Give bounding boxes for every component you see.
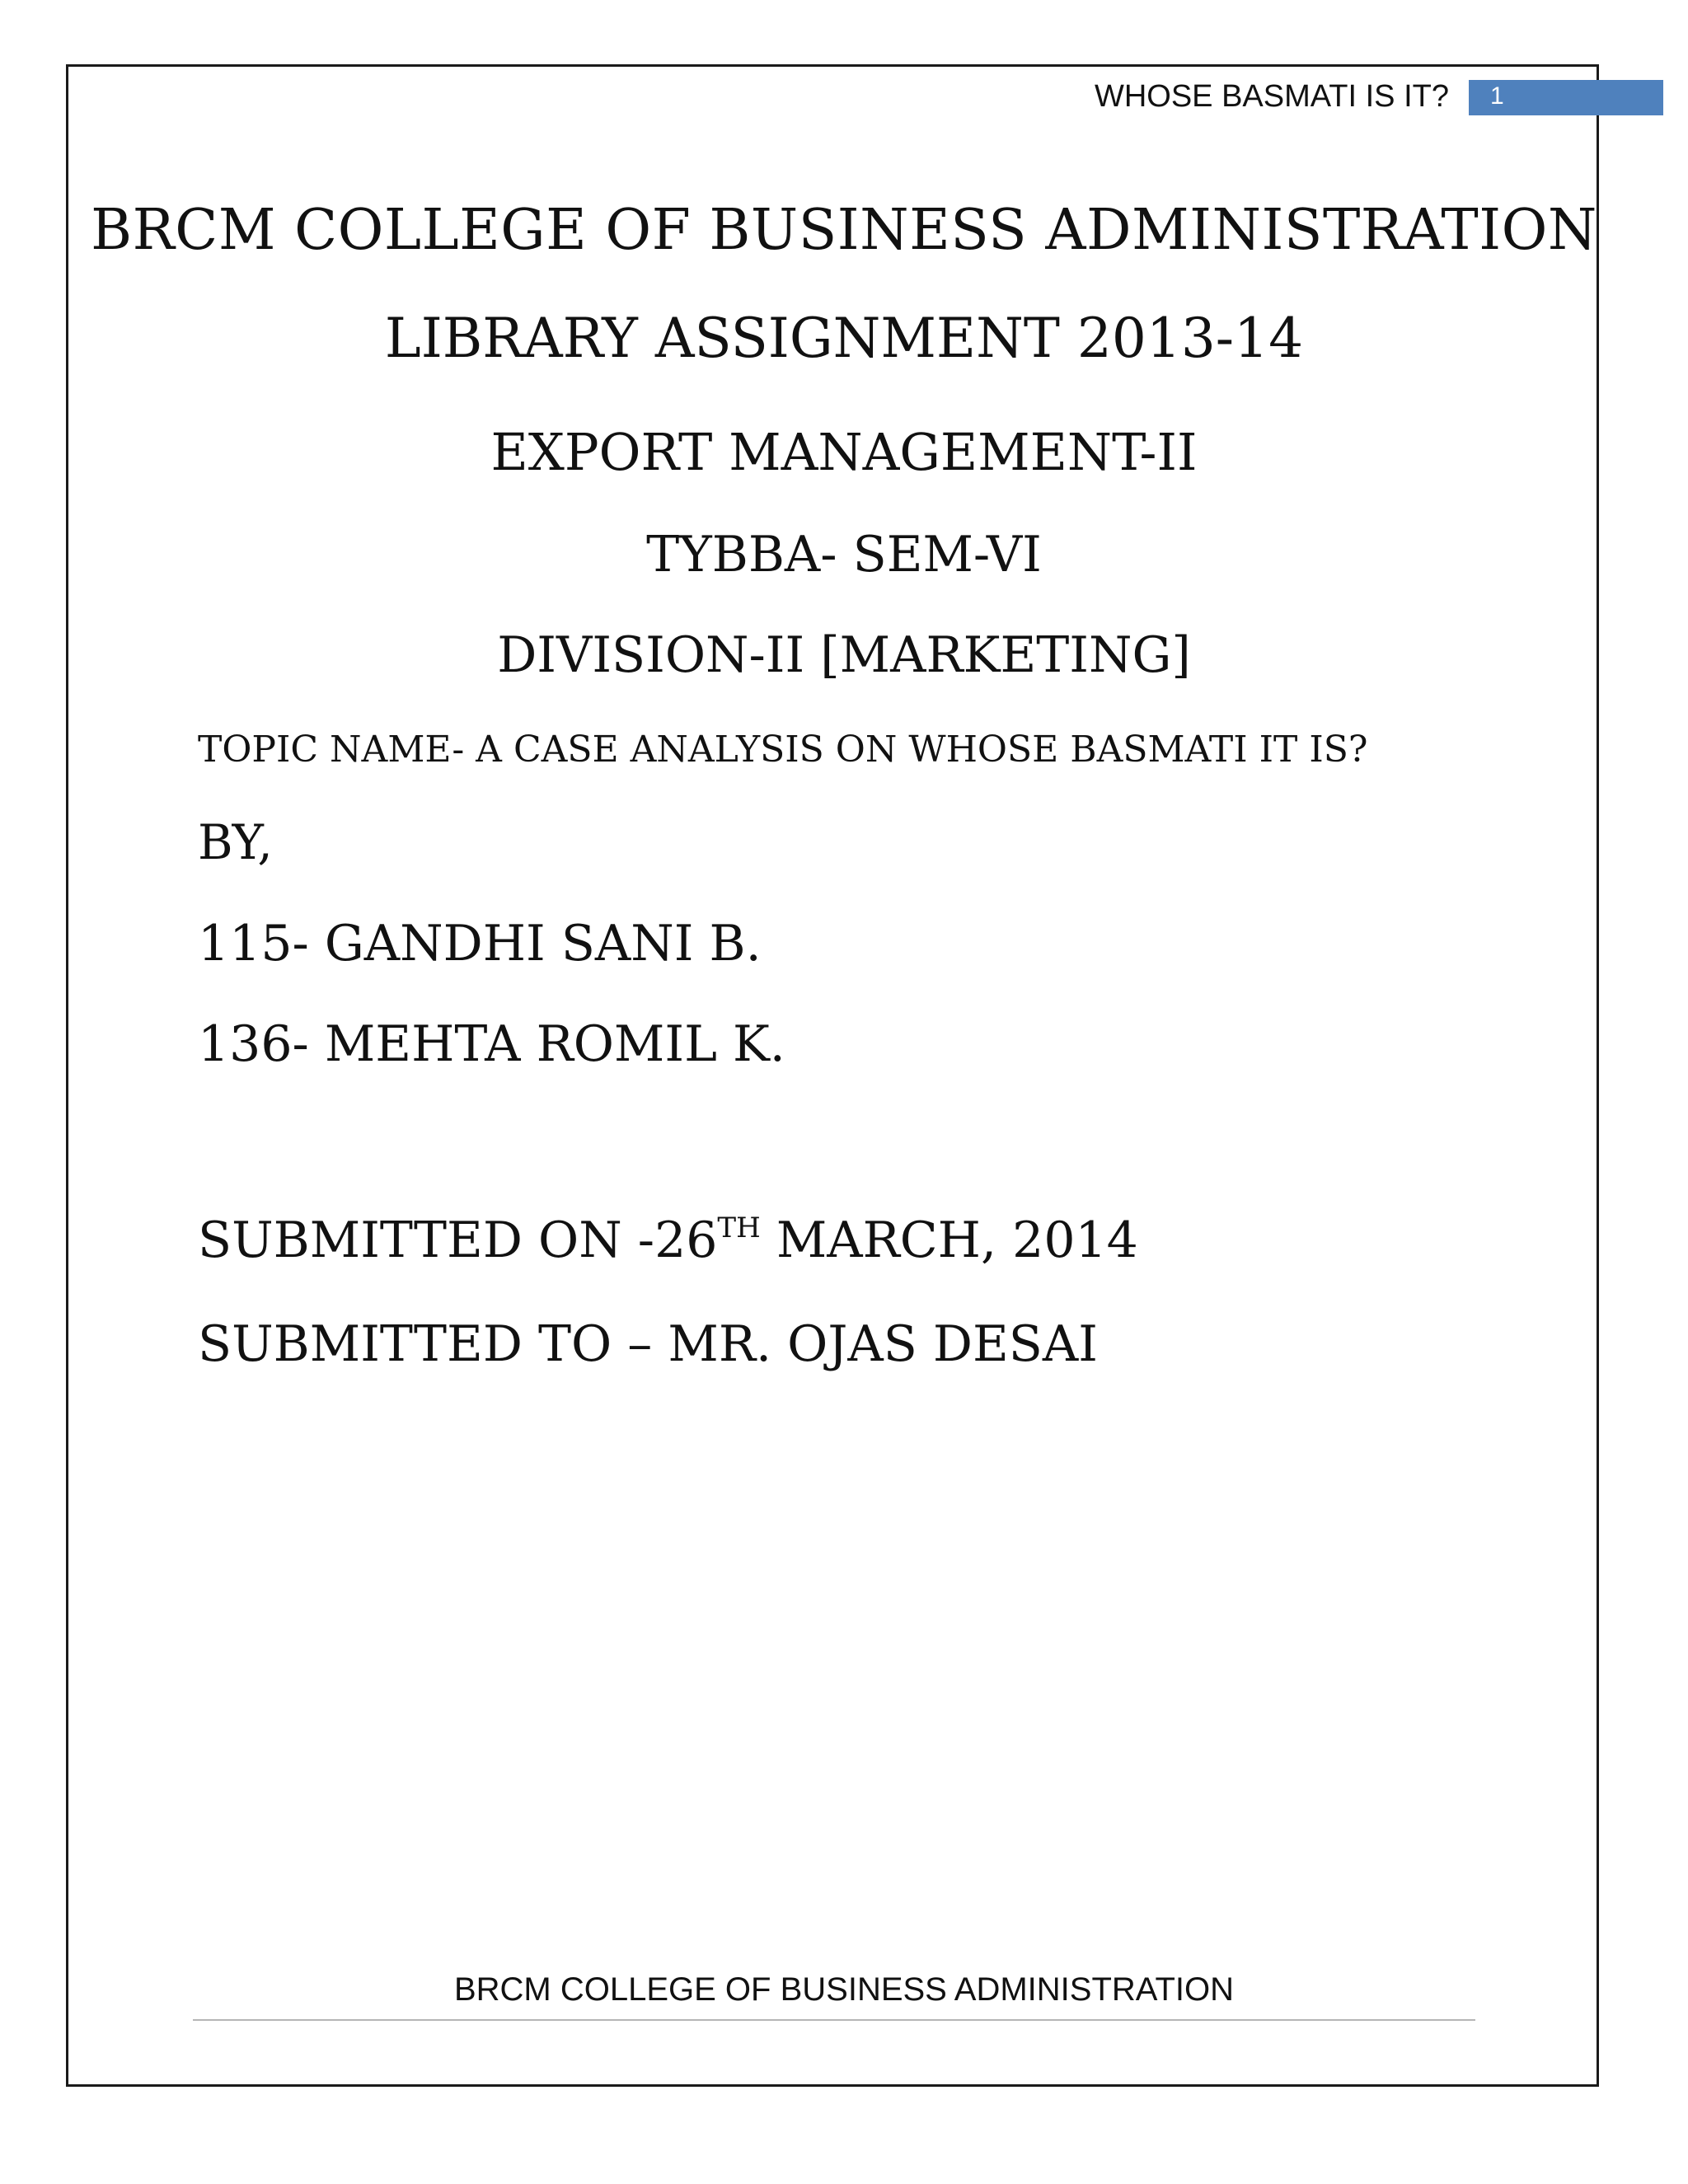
subject-title: EXPORT MANAGEMENT-II: [490, 422, 1198, 482]
college-title: BRCM COLLEGE OF BUSINESS ADMINISTRATION: [91, 198, 1597, 263]
student-entry: 136- MEHTA ROMIL K.: [198, 1015, 785, 1073]
by-label: BY,: [198, 814, 273, 870]
class-title: TYBBA- SEM-VI: [646, 526, 1042, 583]
date-ordinal-suffix: TH: [717, 1212, 761, 1244]
running-header-title: WHOSE BASMATI IS IT?: [1094, 79, 1449, 114]
student-entry: 115- GANDHI SANI B.: [198, 915, 762, 972]
footer-divider: [193, 2019, 1475, 2021]
division-title: DIVISION-II [MARKETING]: [497, 626, 1191, 684]
footer-text: BRCM COLLEGE OF BUSINESS ADMINISTRATION: [453, 1971, 1235, 2008]
topic-name: TOPIC NAME- A CASE ANALYSIS ON WHOSE BASMATI IT IS?: [198, 729, 1368, 771]
submitted-on: [198, 1212, 1138, 1269]
page-number: 1: [1490, 82, 1504, 110]
submitted-to: SUBMITTED TO – MR. OJAS DESAI: [198, 1315, 1098, 1373]
submitted-on-prefix: SUBMITTED ON -26: [198, 1212, 718, 1269]
assignment-title: LIBRARY ASSIGNMENT 2013-14: [384, 307, 1304, 370]
submitted-on-suffix: MARCH, 2014: [760, 1212, 1138, 1269]
